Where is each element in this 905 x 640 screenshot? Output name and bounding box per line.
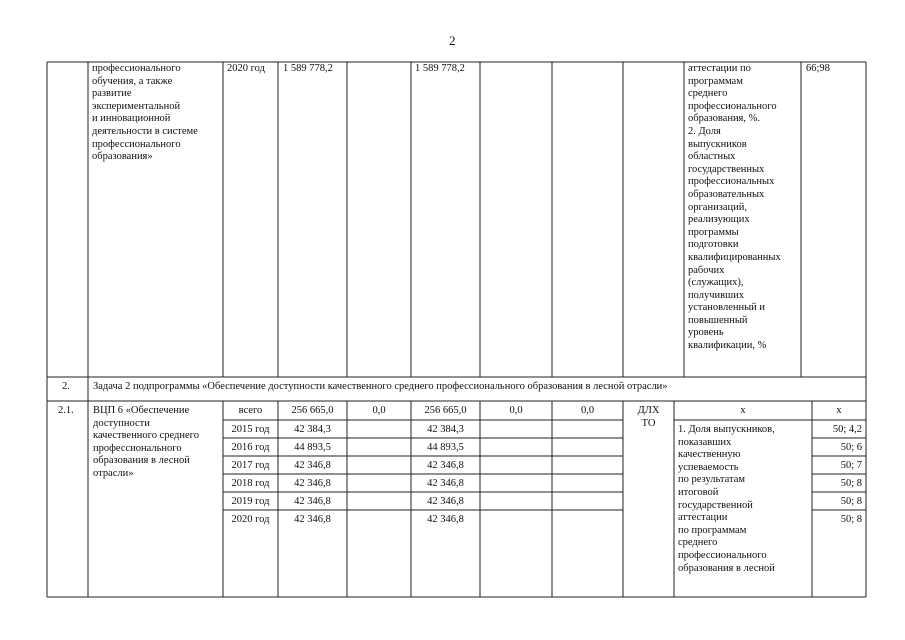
indicators-cell: аттестации по программам среднего профессионального образования, %. 2. Доля выпускников областных государственных профессиональных образовательных организаций, реализующих программы подготовки квалифицированных рабочих (служащих), получивших установленный и повышенный уровень квалификации, %: [688, 63, 781, 352]
executor: ДЛХ ТО: [637, 405, 660, 429]
regional-value: 42 384,3: [427, 424, 464, 435]
year-cell: 2020 год: [227, 63, 265, 74]
year-label: 2018 год: [231, 478, 270, 489]
regional-value: 42 346,8: [427, 478, 464, 489]
year-label: 2019 год: [231, 496, 270, 507]
indicator-value: 50; 4,2: [832, 424, 862, 435]
regional-value: 256 665,0: [424, 405, 467, 416]
year-label: всего: [238, 405, 263, 416]
vcp-number: 2.1.: [58, 405, 74, 416]
total-value: 42 346,8: [294, 496, 331, 507]
indicator-value: 50; 8: [840, 514, 862, 525]
indicator-header: x: [740, 405, 746, 416]
total-value: 44 893,5: [294, 442, 331, 453]
regional-value: 44 893,5: [427, 442, 464, 453]
vcp-name: ВЦП 6 «Обеспечение доступности качественного среднего профессионального образования в лесной отрасли»: [93, 405, 199, 479]
total-value: 256 665,0: [291, 405, 334, 416]
year-label: 2015 год: [231, 424, 270, 435]
other-value: 0,0: [580, 405, 595, 416]
indicator-text: 1. Доля выпускников, показавших качественную успеваемость по результатам итоговой государственной аттестации по программам среднего профессионального образования в лесной: [678, 424, 775, 574]
total-value: 42 346,8: [294, 478, 331, 489]
subprogram-name-cell: профессионального обучения, а также развитие экспериментальной и инновационной деятельности в системе профессионального образования»: [92, 63, 198, 163]
federal-value: 0,0: [372, 405, 386, 416]
indicator-values-cell: 66;98: [806, 63, 830, 74]
total-cell: 1 589 778,2: [283, 63, 333, 74]
year-label: 2020 год: [231, 514, 270, 525]
total-value: 42 346,8: [294, 460, 331, 471]
total-value: 42 346,8: [294, 514, 331, 525]
task-number: 2.: [62, 381, 70, 392]
regional-value: 42 346,8: [427, 496, 464, 507]
regional-value: 42 346,8: [427, 460, 464, 471]
year-label: 2016 год: [231, 442, 270, 453]
year-label: 2017 год: [231, 460, 270, 471]
task-title: Задача 2 подпрограммы «Обеспечение доступности качественного среднего профессионального образования в лесной отрасли»: [93, 381, 668, 392]
indicator-value: 50; 7: [840, 460, 862, 471]
total-value: 42 384,3: [294, 424, 331, 435]
municipal-value: 0,0: [509, 405, 523, 416]
indicator-value: 50; 8: [840, 478, 862, 489]
indicator-value: 50; 8: [840, 496, 862, 507]
value-header: x: [836, 405, 842, 416]
regional-value: 42 346,8: [427, 514, 464, 525]
regional-budget-cell: 1 589 778,2: [415, 63, 465, 74]
indicator-value: 50; 6: [840, 442, 862, 453]
page-number: 2: [449, 33, 456, 48]
